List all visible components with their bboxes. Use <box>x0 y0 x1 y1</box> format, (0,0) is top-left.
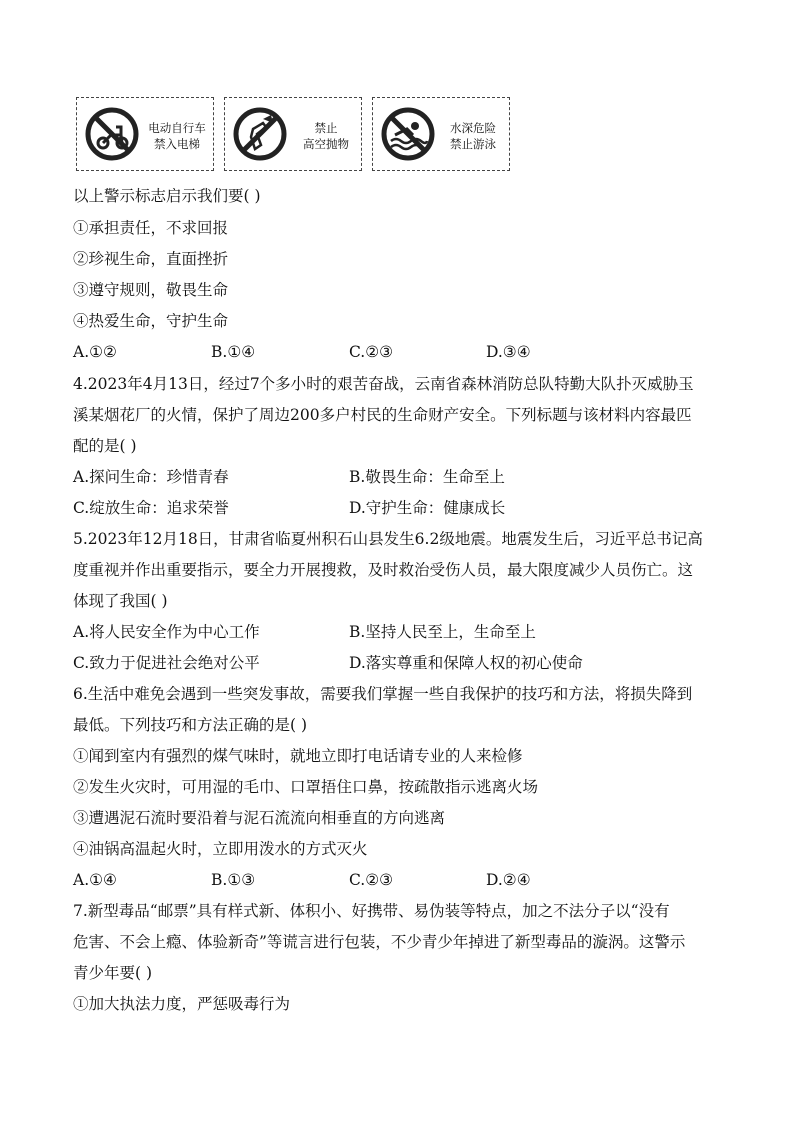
sign-caption-line1: 禁止 <box>314 121 338 135</box>
q3-item: ①承担责任，不求回报 <box>73 219 229 237</box>
electric-bike-prohibited-icon <box>85 107 139 161</box>
sign-caption-line2: 禁入电梯 <box>154 137 200 151</box>
sign-caption-line2: 高空抛物 <box>303 137 349 151</box>
q6-item: ④油锅高温起火时，立即用泼水的方式灭火 <box>73 840 368 858</box>
q6-item: ③遭遇泥石流时要沿着与泥石流流向相垂直的方向逃离 <box>73 809 446 827</box>
q3-item: ③遵守规则，敬畏生命 <box>73 281 229 299</box>
q4-stem-line2: 溪某烟花厂的火情，保护了周边200多户村民的生命财产安全。下列标题与该材料内容最匹 <box>73 406 692 424</box>
q5-option-c[interactable]: C.致力于促进社会绝对公平 <box>73 654 260 672</box>
q5-stem-line3: 体现了我国( ) <box>73 592 168 610</box>
sign-caption-line1: 水深危险 <box>450 121 496 135</box>
q4-option-b[interactable]: B.敬畏生命：生命至上 <box>349 468 505 486</box>
no-swimming-icon <box>381 107 435 161</box>
q6-option-b[interactable]: B.①③ <box>211 871 256 889</box>
q4-option-c[interactable]: C.绽放生命：追求荣誉 <box>73 499 229 517</box>
q5-option-b[interactable]: B.坚持人民至上，生命至上 <box>349 623 536 641</box>
q7-stem-line1: 7.新型毒品“邮票”具有样式新、体积小、好携带、易伪装等特点，加之不法分子以“没有 <box>73 902 670 920</box>
q5-stem-line2: 度重视并作出重要指示，要全力开展搜救，及时救治受伤人员，最大限度减少人员伤亡。这 <box>73 561 694 579</box>
q6-item: ①闻到室内有强烈的煤气味时，就地立即打电话请专业的人来检修 <box>73 747 523 765</box>
sign-caption-line1: 电动自行车 <box>148 121 206 135</box>
q7-stem-line3: 青少年要( ) <box>73 964 153 982</box>
q3-option-c[interactable]: C.②③ <box>349 343 394 361</box>
q4-stem-line3: 配的是( ) <box>73 437 137 455</box>
q4-stem-line1: 4.2023年4月13日，经过7个多小时的艰苦奋战，云南省森林消防总队特勤大队扑灭威胁玉 <box>73 375 694 393</box>
q3-option-d[interactable]: D.③④ <box>486 343 531 361</box>
warning-sign-no-throwing <box>224 97 362 171</box>
q7-stem-line2: 危害、不会上瘾、体验新奇”等谎言进行包装，不少青少年掉进了新型毒品的漩涡。这警示 <box>73 933 686 951</box>
no-throwing-icon <box>233 107 287 161</box>
q3-item: ②珍视生命，直面挫折 <box>73 250 229 268</box>
q6-item: ②发生火灾时，可用湿的毛巾、口罩捂住口鼻，按疏散指示逃离火场 <box>73 778 539 796</box>
q3-option-a[interactable]: A.①② <box>73 343 117 361</box>
warning-sign-no-swimming <box>372 97 510 171</box>
q6-option-c[interactable]: C.②③ <box>349 871 394 889</box>
q4-option-d[interactable]: D.守护生命：健康成长 <box>349 499 506 517</box>
q3-option-b[interactable]: B.①④ <box>211 343 256 361</box>
sign-caption-line2: 禁止游泳 <box>450 137 496 151</box>
q6-stem-line2: 最低。下列技巧和方法正确的是( ) <box>73 716 308 734</box>
q5-stem-line1: 5.2023年12月18日，甘肃省临夏州积石山县发生6.2级地震。地震发生后，习近平总书记高 <box>73 530 703 548</box>
q5-option-d[interactable]: D.落实尊重和保障人权的初心使命 <box>349 654 583 672</box>
q6-option-a[interactable]: A.①④ <box>73 871 117 889</box>
q3-stem: 以上警示标志启示我们要( ) <box>73 187 261 205</box>
q6-option-d[interactable]: D.②④ <box>486 871 531 889</box>
q5-option-a[interactable]: A.将人民安全作为中心工作 <box>73 623 260 641</box>
q6-stem-line1: 6.生活中难免会遇到一些突发事故，需要我们掌握一些自我保护的技巧和方法，将损失降到 <box>73 685 693 703</box>
q7-item: ①加大执法力度，严惩吸毒行为 <box>73 995 291 1013</box>
q3-item: ④热爱生命，守护生命 <box>73 312 229 330</box>
warning-sign-electric-bike <box>76 97 214 171</box>
q4-option-a[interactable]: A.探问生命：珍惜青春 <box>73 468 229 486</box>
